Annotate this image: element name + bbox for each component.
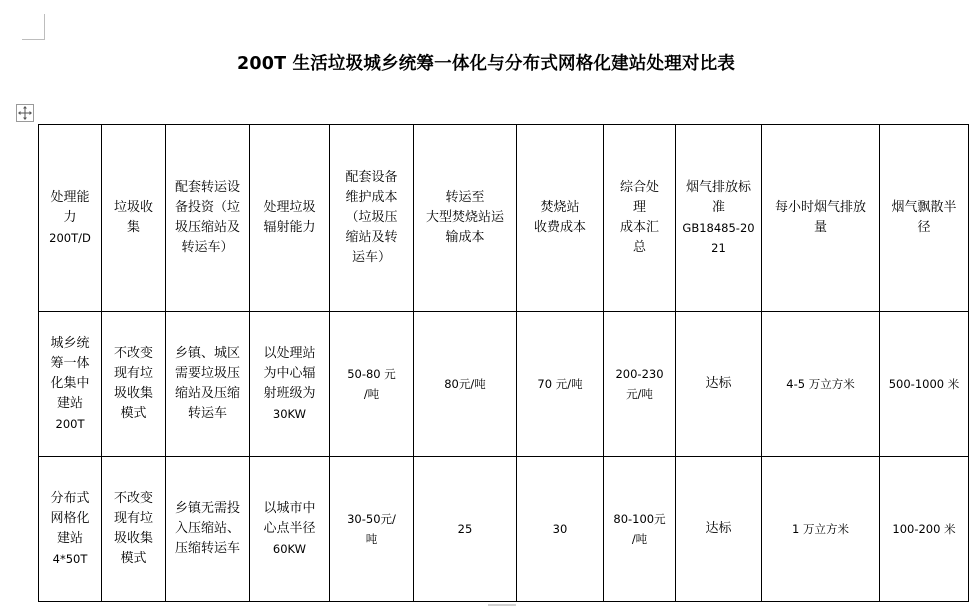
table-header-row [39, 125, 969, 312]
header-dispersion-radius: 烟气飘散半 径 [880, 125, 969, 312]
page-title: 200T 生活垃圾城乡统筹一体化与分布式网格化建站处理对比表 [236, 54, 736, 74]
row1-dispersion-radius: 500-1000 米 [880, 312, 969, 457]
header-collection: 垃圾收 集 [102, 125, 166, 312]
row2-emission-standard: 达标 [676, 457, 762, 602]
row2-hourly-emission: 1 万立方米 [762, 457, 880, 602]
row1-collection: 不改变 现有垃 圾收集 模式 [102, 312, 166, 457]
row2-transfer-investment: 乡镇无需投 入压缩站、 压缩转运车 [166, 457, 250, 602]
comparison-table [38, 124, 969, 602]
header-radiation-capacity: 处理垃圾 辐射能力 [250, 125, 330, 312]
row1-transport-cost: 80元/吨 [414, 312, 517, 457]
row1-transfer-investment: 乡镇、城区 需要垃圾压 缩站及压缩 转运车 [166, 312, 250, 457]
row2-maintenance-cost: 30-50元/ 吨 [330, 457, 414, 602]
header-maintenance-cost: 配套设备 维护成本 （垃圾压 缩站及转 运车） [330, 125, 414, 312]
row2-mode: 分布式 网格化 建站 4*50T [39, 457, 102, 602]
row1-emission-standard: 达标 [676, 312, 762, 457]
page-corner-mark [22, 14, 46, 40]
row1-radiation-capacity: 以处理站 为中心辐 射班级为 30KW [250, 312, 330, 457]
table-row [39, 457, 969, 602]
row1-total-cost: 200-230 元/吨 [604, 312, 676, 457]
row1-maintenance-cost: 50-80 元 /吨 [330, 312, 414, 457]
row1-mode: 城乡统 筹一体 化集中 建站 200T [39, 312, 102, 457]
row2-radiation-capacity: 以城市中 心点半径 60KW [250, 457, 330, 602]
header-hourly-emission: 每小时烟气排放 量 [762, 125, 880, 312]
header-capacity: 处理能 力 200T/D [39, 125, 102, 312]
header-total-cost: 综合处 理 成本汇 总 [604, 125, 676, 312]
row2-total-cost: 80-100元 /吨 [604, 457, 676, 602]
row2-transport-cost: 25 [414, 457, 517, 602]
header-transfer-investment: 配套转运设 备投资（垃 圾压缩站及 转运车） [166, 125, 250, 312]
table-move-handle-icon[interactable] [16, 104, 34, 122]
row2-collection: 不改变 现有垃 圾收集 模式 [102, 457, 166, 602]
header-incineration-fee: 焚烧站 收费成本 [517, 125, 604, 312]
header-emission-standard: 烟气排放标 准 GB18485-20 21 [676, 125, 762, 312]
row1-hourly-emission: 4-5 万立方米 [762, 312, 880, 457]
row2-incineration-fee: 30 [517, 457, 604, 602]
page-bottom-tick [488, 604, 516, 606]
row2-dispersion-radius: 100-200 米 [880, 457, 969, 602]
header-transport-cost: 转运至 大型焚烧站运 输成本 [414, 125, 517, 312]
row1-incineration-fee: 70 元/吨 [517, 312, 604, 457]
table-row [39, 312, 969, 457]
